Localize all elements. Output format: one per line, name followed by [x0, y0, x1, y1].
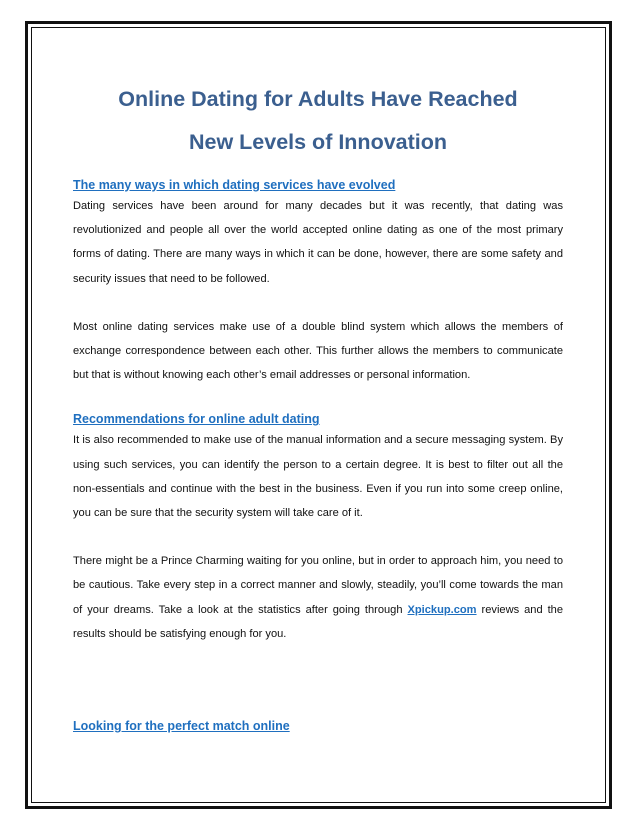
xpickup-link[interactable]: Xpickup.com — [407, 603, 477, 616]
title-line-1: Online Dating for Adults Have Reached — [118, 87, 518, 111]
paragraph-text-after-link: reviews and the results should be satisfying enough for you. — [73, 603, 564, 640]
paragraph-recommendations-1: It is also recommended to make use of the manual information and a secure messaging system. By using such services, you can identify the person to a certain degree. It is best to filter out all the non-essentials and continue with the best in the business. Even if you run into some creep online, you can be sure that the security system will take care of it. — [73, 434, 563, 520]
section-spacer — [73, 646, 563, 718]
paragraph-spacer — [73, 291, 563, 315]
paragraph-spacer — [73, 387, 563, 411]
document-title — [73, 78, 563, 164]
paragraph-text-before-link: There might be a Prince Charming waiting for you online, but in order to approach him, you need to be cautious. Take every step in a correct manner and slowly, steadily, you’ll come towards the man of your dreams. Take a look at the statistics after going through — [73, 555, 563, 616]
paragraph-evolved-1: Dating services have been around for many decades but it was recently, that dating was revolutionized and people all over the world accepted online dating as one of the most primary forms of dating. There are many ways in which it can be done, however, there are some safety and security issues that need to be followed. — [73, 200, 563, 285]
paragraph-spacer — [73, 525, 563, 549]
paragraph-evolved-2: Most online dating services make use of a double blind system which allows the members of exchange correspondence between each other. This further allows the members to communicate but that is without knowing each other’s email addresses or personal information. — [73, 320, 563, 382]
heading-evolved[interactable]: The many ways in which dating services have evolved — [73, 178, 396, 192]
paragraph-recommendations-2 — [73, 549, 563, 646]
document-body — [73, 78, 563, 735]
heading-perfect-match[interactable]: Looking for the perfect match online — [73, 719, 290, 734]
heading-recommendations[interactable]: Recommendations for online adult dating — [73, 412, 320, 427]
title-line-2: New Levels of Innovation — [188, 130, 448, 154]
